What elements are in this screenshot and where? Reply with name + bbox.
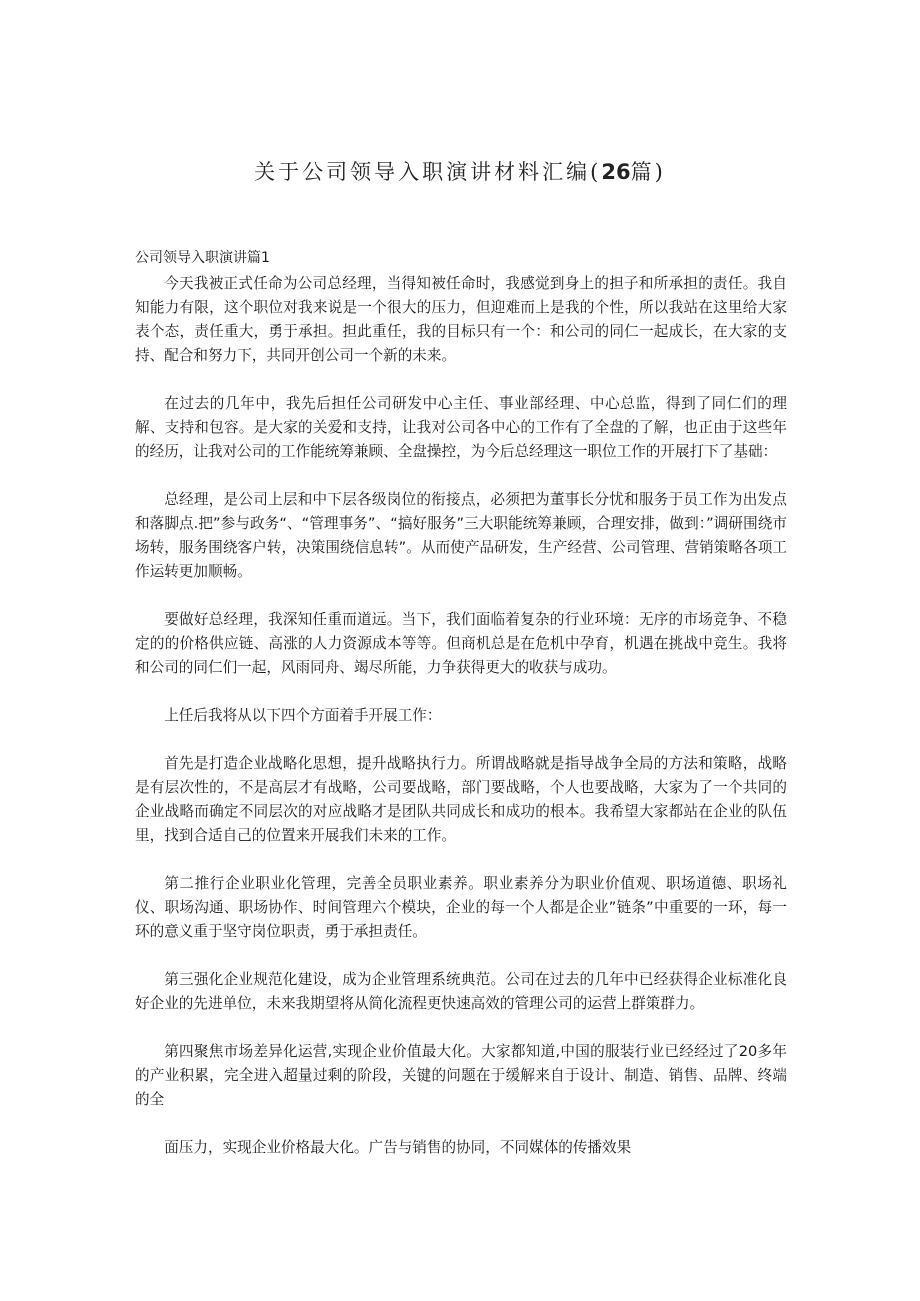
paragraph-1: 今天我被正式任命为公司总经理，当得知被任命时，我感觉到身上的担子和所承担的责任。我自知能力有限，这个职位对我来说是一个很大的压力，但迎难而上是我的个性，所以我站在这里给大家表个态，责任重大，勇于承担。担此重任，我的目标只有一个：和公司的同仁一起成长，在大家的支持、配合和努力下，共同开创公司一个新的未来。 <box>135 275 787 364</box>
paragraph-7: 第二推行企业职业化管理，完善全员职业素养。职业素养分为职业价值观、职场道德、职场礼仪、职场沟通、职场协作、时间管理六个模块，企业的每一个人都是企业”链条”中重要的一环，每一环的意义重于坚守岗位职责，勇于承担责任。 <box>135 875 788 940</box>
paragraph-2: 在过去的几年中，我先后担任公司研发中心主任、事业部经理、中心总监，得到了同仁们的理解、支持和包容。是大家的关爱和支持，让我对公司各中心的工作有了全盘的了解，也正由于这些年的经历，让我对公司的工作能统筹兼顾、全盘操控，为今后总经理这一职位工作的开展打下了基础： <box>135 395 787 460</box>
paragraph-4: 要做好总经理，我深知任重而道远。当下，我们面临着复杂的行业环境：无序的市场竞争、不稳定的的价格供应链、高涨的人力资源成本等等。但商机总是在危机中孕育，机遇在挑战中竞生。我将和公司的同仁们一起，风雨同舟、竭尽所能，力争获得更大的收获与成功。 <box>135 611 787 676</box>
document-title-main: 关于公司领导入职演讲材料汇编( <box>254 160 602 184</box>
document-title <box>0 156 920 186</box>
paragraph-6: 首先是打造企业战略化思想，提升战略执行力。所谓战略就是指导战争全局的方法和策略，战略是有层次性的，不是高层才有战略，公司要战略，部门要战略，个人也要战略，大家为了一个共同的企业战略而确定不同层次的对应战略才是团队共同成长和成功的根本。我希望大家都站在企业的队伍里，找到合适自己的位置来开展我们未来的工作。 <box>135 755 787 844</box>
document-body <box>135 246 787 1184</box>
paragraph-5: 上任后我将从以下四个方面着手开展工作： <box>164 707 442 724</box>
document-title-count: 26 <box>601 160 631 184</box>
paragraph-9: 第四聚焦市场差异化运营,实现企业价值最大化。大家都知道,中国的服装行业已经经过了20多年的产业积累，完全进入超量过剩的阶段，关键的问题在于缓解来自于设计、制造、销售、品牌、终端的全 <box>135 1043 787 1108</box>
paragraph-3: 总经理，是公司上层和中下层各级岗位的衔接点，必须把为董事长分忧和服务于员工作为出发点和落脚点.把”参与政务“、“管理事务”、“搞好服务”三大职能统筹兼顾，合理安排，做到：”调研围绕市场转，服务围绕客户转，决策围绕信息转”。从而使产品研发，生产经营、公司管理、营销策略各项工作运转更加顺畅。 <box>135 491 787 580</box>
document-title-end: 篇) <box>630 160 666 184</box>
paragraph-10: 面压力，实现企业价格最大化。广告与销售的协同，不同媒体的传播效果 <box>164 1139 632 1156</box>
paragraph-8: 第三强化企业规范化建设，成为企业管理系统典范。公司在过去的几年中已经获得企业标准化良好企业的先进单位，未来我期望将从简化流程更快速高效的管理公司的运营上群策群力。 <box>135 971 787 1012</box>
section-heading: 公司领导入职演讲篇1 <box>135 250 270 266</box>
